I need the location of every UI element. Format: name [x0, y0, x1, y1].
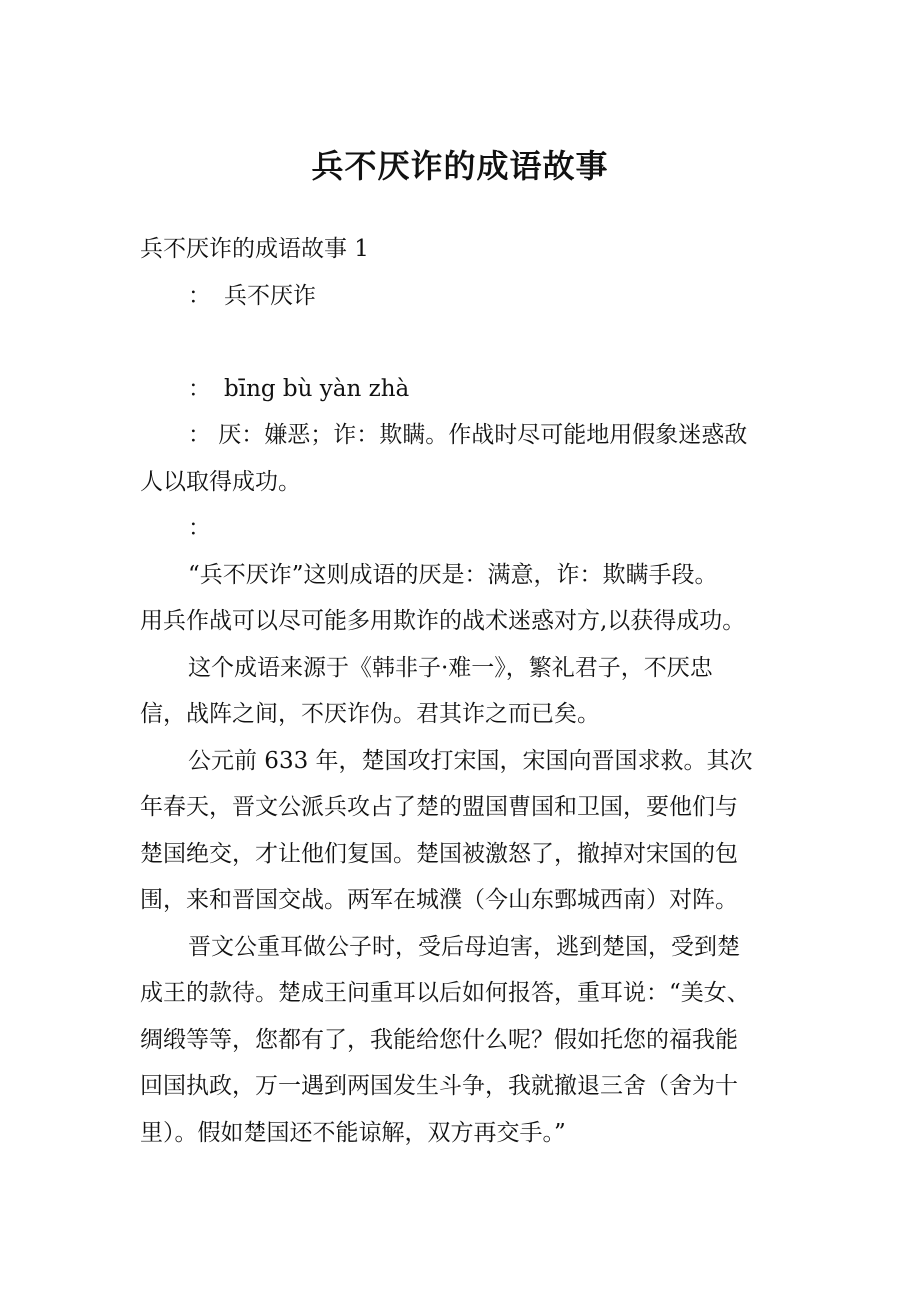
- document-body: [140, 226, 802, 1156]
- paragraph-4-line-3: 绸缎等等，您都有了，我能给您什么呢？假如托您的福我能: [140, 1026, 738, 1053]
- paragraph-3-line-4: 围，来和晋国交战。两军在城濮（今山东鄄城西南）对阵。: [140, 887, 738, 913]
- pinyin-field: [140, 366, 802, 413]
- document-title: 兵不厌诈的成语故事: [311, 147, 609, 185]
- story-colon: ：: [188, 515, 211, 541]
- idiom-field: [140, 273, 802, 320]
- paragraph-4-line-4: 回国执政，万一遇到两国发生斗争，我就撤退三舍（舍为十: [140, 1073, 738, 1099]
- pinyin-value: bīng bù yàn zhà: [224, 375, 410, 402]
- paragraph-2-line-2: 信，战阵之间，不厌诈伪。君其诈之而已矣。: [140, 701, 600, 727]
- section-heading: 兵不厌诈的成语故事 1: [140, 236, 369, 262]
- pinyin-colon: ：: [188, 375, 211, 402]
- paragraph-1-line-2: 用兵作战可以尽可能多用欺诈的战术迷惑对方,以获得成功。: [140, 608, 746, 634]
- paragraph-4-line-1: 晋文公重耳做公子时，受后母迫害，逃到楚国，受到楚: [188, 933, 740, 960]
- paragraph-4-line-2: 成王的款待。楚成王问重耳以后如何报答，重耳说：“美女、: [140, 980, 750, 1006]
- paragraph-1-line-1: “兵不厌诈”这则成语的厌是：满意，诈：欺瞒手段。: [188, 561, 718, 588]
- paragraph-3-line-3: 楚国绝交，才让他们复国。楚国被激怒了，撤掉对宋国的包: [140, 840, 738, 867]
- meaning-line-2: 人以取得成功。: [140, 468, 301, 495]
- paragraph-2-line-1: 这个成语来源于《韩非子·难一》，繁礼君子，不厌忠: [188, 654, 713, 681]
- paragraph-4-line-5: 里）。假如楚国还不能谅解，双方再交手。”: [140, 1119, 566, 1146]
- paragraph-3-line-2: 年春天，晋文公派兵攻占了楚的盟国曹国和卫国，要他们与: [140, 794, 738, 820]
- blank-line: [140, 319, 802, 366]
- idiom-value: 兵不厌诈: [224, 282, 316, 309]
- paragraph-3-line-1: 公元前 633 年，楚国攻打宋国，宋国向晋国求救。其次: [188, 747, 753, 774]
- meaning-line-1: ： 厌：嫌恶；诈：欺瞒。作战时尽可能地用假象迷惑敌: [188, 422, 748, 448]
- idiom-colon: ：: [188, 282, 211, 309]
